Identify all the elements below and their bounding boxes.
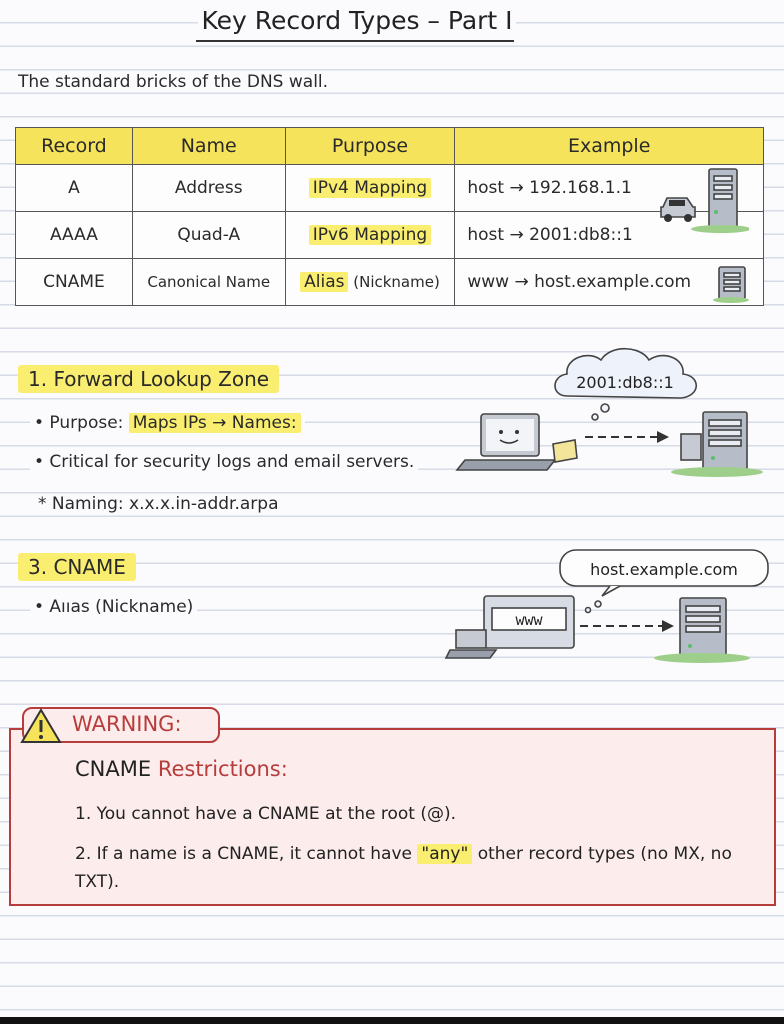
purpose-rest: (Nickname) xyxy=(348,273,440,291)
warning-item-2-start: 2. If a name is a CNAME, it cannot have xyxy=(75,844,418,864)
header-purpose: Purpose xyxy=(285,128,455,165)
envelope xyxy=(553,440,577,462)
warning-subtitle-restrictions: Restrictions: xyxy=(157,757,288,781)
example-text: host → 192.168.1.1 xyxy=(467,178,632,198)
cloud-text: 2001:db8::1 xyxy=(576,373,674,392)
page-title: Key Record Types – Part I xyxy=(198,6,516,35)
cell-example xyxy=(455,212,764,259)
browser-www: www xyxy=(515,611,543,629)
thought-dot xyxy=(592,414,598,420)
warning-item-2-any: "any" xyxy=(417,844,472,864)
purpose-highlight: IPv6 Mapping xyxy=(309,225,432,245)
cell-name: Quad-A xyxy=(132,212,285,259)
small-laptop xyxy=(456,630,486,648)
table-row xyxy=(16,259,764,306)
cell-purpose xyxy=(285,212,455,259)
thought-dot xyxy=(601,404,609,412)
warning-label: WARNING: xyxy=(72,712,182,736)
section1-purpose xyxy=(30,413,305,433)
purpose-highlight: IPv4 Mapping xyxy=(309,178,432,198)
example-text: host → 2001:db8::1 xyxy=(467,225,633,245)
header-record: Record xyxy=(16,128,133,165)
section3-bullet-alias: • Aııas (Nickname) xyxy=(30,597,197,617)
section3-heading: 3. CNAME xyxy=(18,553,136,581)
example-text: www → host.example.com xyxy=(467,272,692,292)
intro-text: The standard bricks of the DNS wall. xyxy=(14,72,332,92)
purpose-label: • Purpose: xyxy=(34,413,124,433)
purpose-highlight: Maps IPs → Names: xyxy=(129,413,301,433)
warning-item-2-end: other record types (no MX, no TXT). xyxy=(75,844,732,892)
thought-dot xyxy=(595,601,601,607)
cname-illustration xyxy=(440,546,775,666)
section1-heading: 1. Forward Lookup Zone xyxy=(18,365,279,393)
thought-dot xyxy=(586,608,591,613)
cell-record: CNAME xyxy=(16,259,133,306)
warning-subtitle xyxy=(75,757,288,781)
warning-item-1: 1. You cannot have a CNAME at the root (@). xyxy=(75,804,457,824)
record-types-table xyxy=(15,127,764,306)
cell-record: A xyxy=(16,165,133,212)
cell-example xyxy=(455,259,764,306)
section1-bullet-critical: • Critical for security logs and email servers. xyxy=(30,452,418,472)
forward-lookup-illustration xyxy=(455,340,775,480)
cell-name: Canonical Name xyxy=(132,259,285,306)
cell-record: AAAA xyxy=(16,212,133,259)
warning-triangle-icon xyxy=(20,707,62,745)
bottom-bar xyxy=(0,1017,784,1024)
cell-purpose xyxy=(285,165,455,212)
header-example: Example xyxy=(455,128,764,165)
server-icon xyxy=(711,265,751,303)
section1-bullet-naming: * Naming: x.x.x.in-addr.arpa xyxy=(34,494,283,514)
title-underline xyxy=(196,40,514,42)
cell-purpose xyxy=(285,259,455,306)
warning-item-2 xyxy=(75,840,755,896)
header-name: Name xyxy=(132,128,285,165)
cell-example xyxy=(455,165,764,212)
laptop-base xyxy=(457,460,555,470)
table-row xyxy=(16,212,764,259)
purpose-highlight: Alias xyxy=(300,272,348,292)
cell-name: Address xyxy=(132,165,285,212)
warning-subtitle-cname: CNAME xyxy=(75,757,152,781)
bubble-text: host.example.com xyxy=(590,560,738,579)
table-row xyxy=(16,165,764,212)
table-header-row xyxy=(16,128,764,165)
